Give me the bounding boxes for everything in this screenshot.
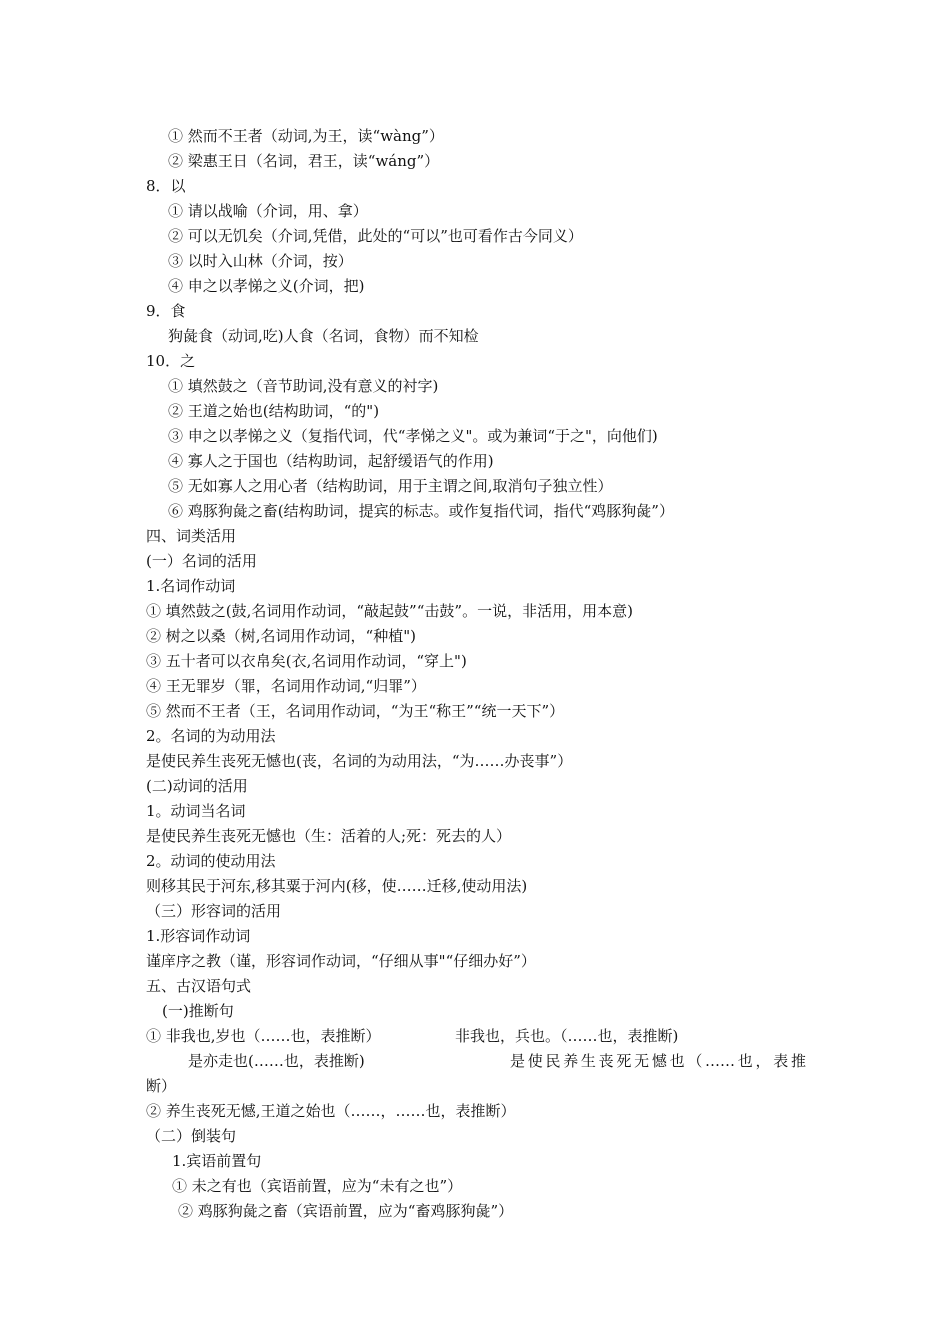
text-line: ② 树之以桑（树,名词用作动词，“种植") bbox=[146, 627, 416, 645]
section-number: 10．之 bbox=[146, 352, 196, 370]
text-line: ⑤ 然而不王者（王，名词用作动词，“为王“称王”“统一天下”） bbox=[146, 702, 565, 720]
section-number: 9．食 bbox=[146, 302, 186, 320]
text-line: 是使民养生丧死无憾也（……也，表推 bbox=[510, 1052, 806, 1070]
text-line: ① 填然鼓之（音节助词,没有意义的衬字) bbox=[168, 377, 439, 395]
subsection-heading: (一）名词的活用 bbox=[146, 552, 257, 570]
text-line: ④ 寡人之于国也（结构助词，起舒缓语气的作用) bbox=[168, 452, 494, 470]
text-line: ④ 王无罪岁（罪，名词用作动词,“归罪”） bbox=[146, 677, 426, 695]
subsection-heading: 2。动词的使动用法 bbox=[146, 852, 276, 870]
text-line: 非我也，兵也。（……也，表推断) bbox=[455, 1027, 679, 1045]
text-line: ② 养生丧死无憾,王道之始也（……，……也，表推断） bbox=[146, 1102, 516, 1120]
text-line: ② 鸡豚狗彘之畜（宾语前置，应为“畜鸡豚狗彘”） bbox=[178, 1202, 514, 1220]
subsection-heading: 1.形容词作动词 bbox=[146, 927, 251, 945]
subsection-heading: 1.名词作动词 bbox=[146, 577, 236, 595]
text-line: ① 请以战喻（介词，用、拿） bbox=[168, 202, 368, 220]
text-line: ② 梁惠王日（名词，君王，读“wáng”） bbox=[168, 152, 440, 170]
text-line: ① 填然鼓之(鼓,名词用作动词，“敲起鼓”“击鼓”。一说，非活用，用本意) bbox=[146, 602, 633, 620]
subsection-heading: （二）倒装句 bbox=[146, 1127, 237, 1145]
text-line: ① 未之有也（宾语前置，应为“未有之也”） bbox=[172, 1177, 463, 1195]
text-line: 谨庠序之教（谨，形容词作动词，“仔细从事"“仔细办好”） bbox=[146, 952, 536, 970]
text-line: 断） bbox=[146, 1077, 177, 1095]
text-line: ⑥ 鸡豚狗彘之畜(结构助词，提宾的标志。或作复指代词，指代“鸡豚狗彘”） bbox=[168, 502, 674, 520]
text-line: ② 王道之始也(结构助词，“的") bbox=[168, 402, 380, 420]
text-line: ③ 以时入山林（介词，按） bbox=[168, 252, 353, 270]
text-line: ④ 申之以孝悌之义(介词，把) bbox=[168, 277, 365, 295]
section-heading: 四、词类活用 bbox=[146, 527, 237, 545]
subsection-heading: (二)动词的活用 bbox=[146, 777, 248, 795]
text-line: 是使民养生丧死无憾也(丧，名词的为动用法，“为……办丧事”） bbox=[146, 752, 573, 770]
text-line: ③ 五十者可以衣帛矣(衣,名词用作动词，“穿上") bbox=[146, 652, 467, 670]
subsection-heading: 2。名词的为动用法 bbox=[146, 727, 276, 745]
text-line: 狗彘食（动词,吃)人食（名词，食物）而不知检 bbox=[168, 327, 479, 345]
subsection-heading: （三）形容词的活用 bbox=[146, 902, 282, 920]
text-line: ⑤ 无如寡人之用心者（结构助词，用于主谓之间,取消句子独立性） bbox=[168, 477, 613, 495]
subsection-heading: 1。动词当名词 bbox=[146, 802, 246, 820]
text-line: ① 非我也,岁也（……也，表推断） bbox=[146, 1027, 381, 1045]
text-line: ③ 申之以孝悌之义（复指代词，代“孝悌之义"。或为兼词“于之"，向他们) bbox=[168, 427, 658, 445]
text-line: 是亦走也(……也，表推断) bbox=[188, 1052, 365, 1070]
text-line: ① 然而不王者（动词,为王，读“wàng”） bbox=[168, 127, 444, 145]
section-number: 8．以 bbox=[146, 177, 186, 195]
text-line: ② 可以无饥矣（介词,凭借，此处的“可以”也可看作古今同义） bbox=[168, 227, 583, 245]
text-line: 是使民养生丧死无憾也（生：活着的人;死：死去的人） bbox=[146, 827, 512, 845]
text-line: 则移其民于河东,移其粟于河内(移，使……迁移,使动用法) bbox=[146, 877, 528, 895]
section-heading: 五、古汉语句式 bbox=[146, 977, 252, 995]
subsection-heading: (一)推断句 bbox=[162, 1002, 234, 1020]
subsection-heading: 1.宾语前置句 bbox=[172, 1152, 262, 1170]
